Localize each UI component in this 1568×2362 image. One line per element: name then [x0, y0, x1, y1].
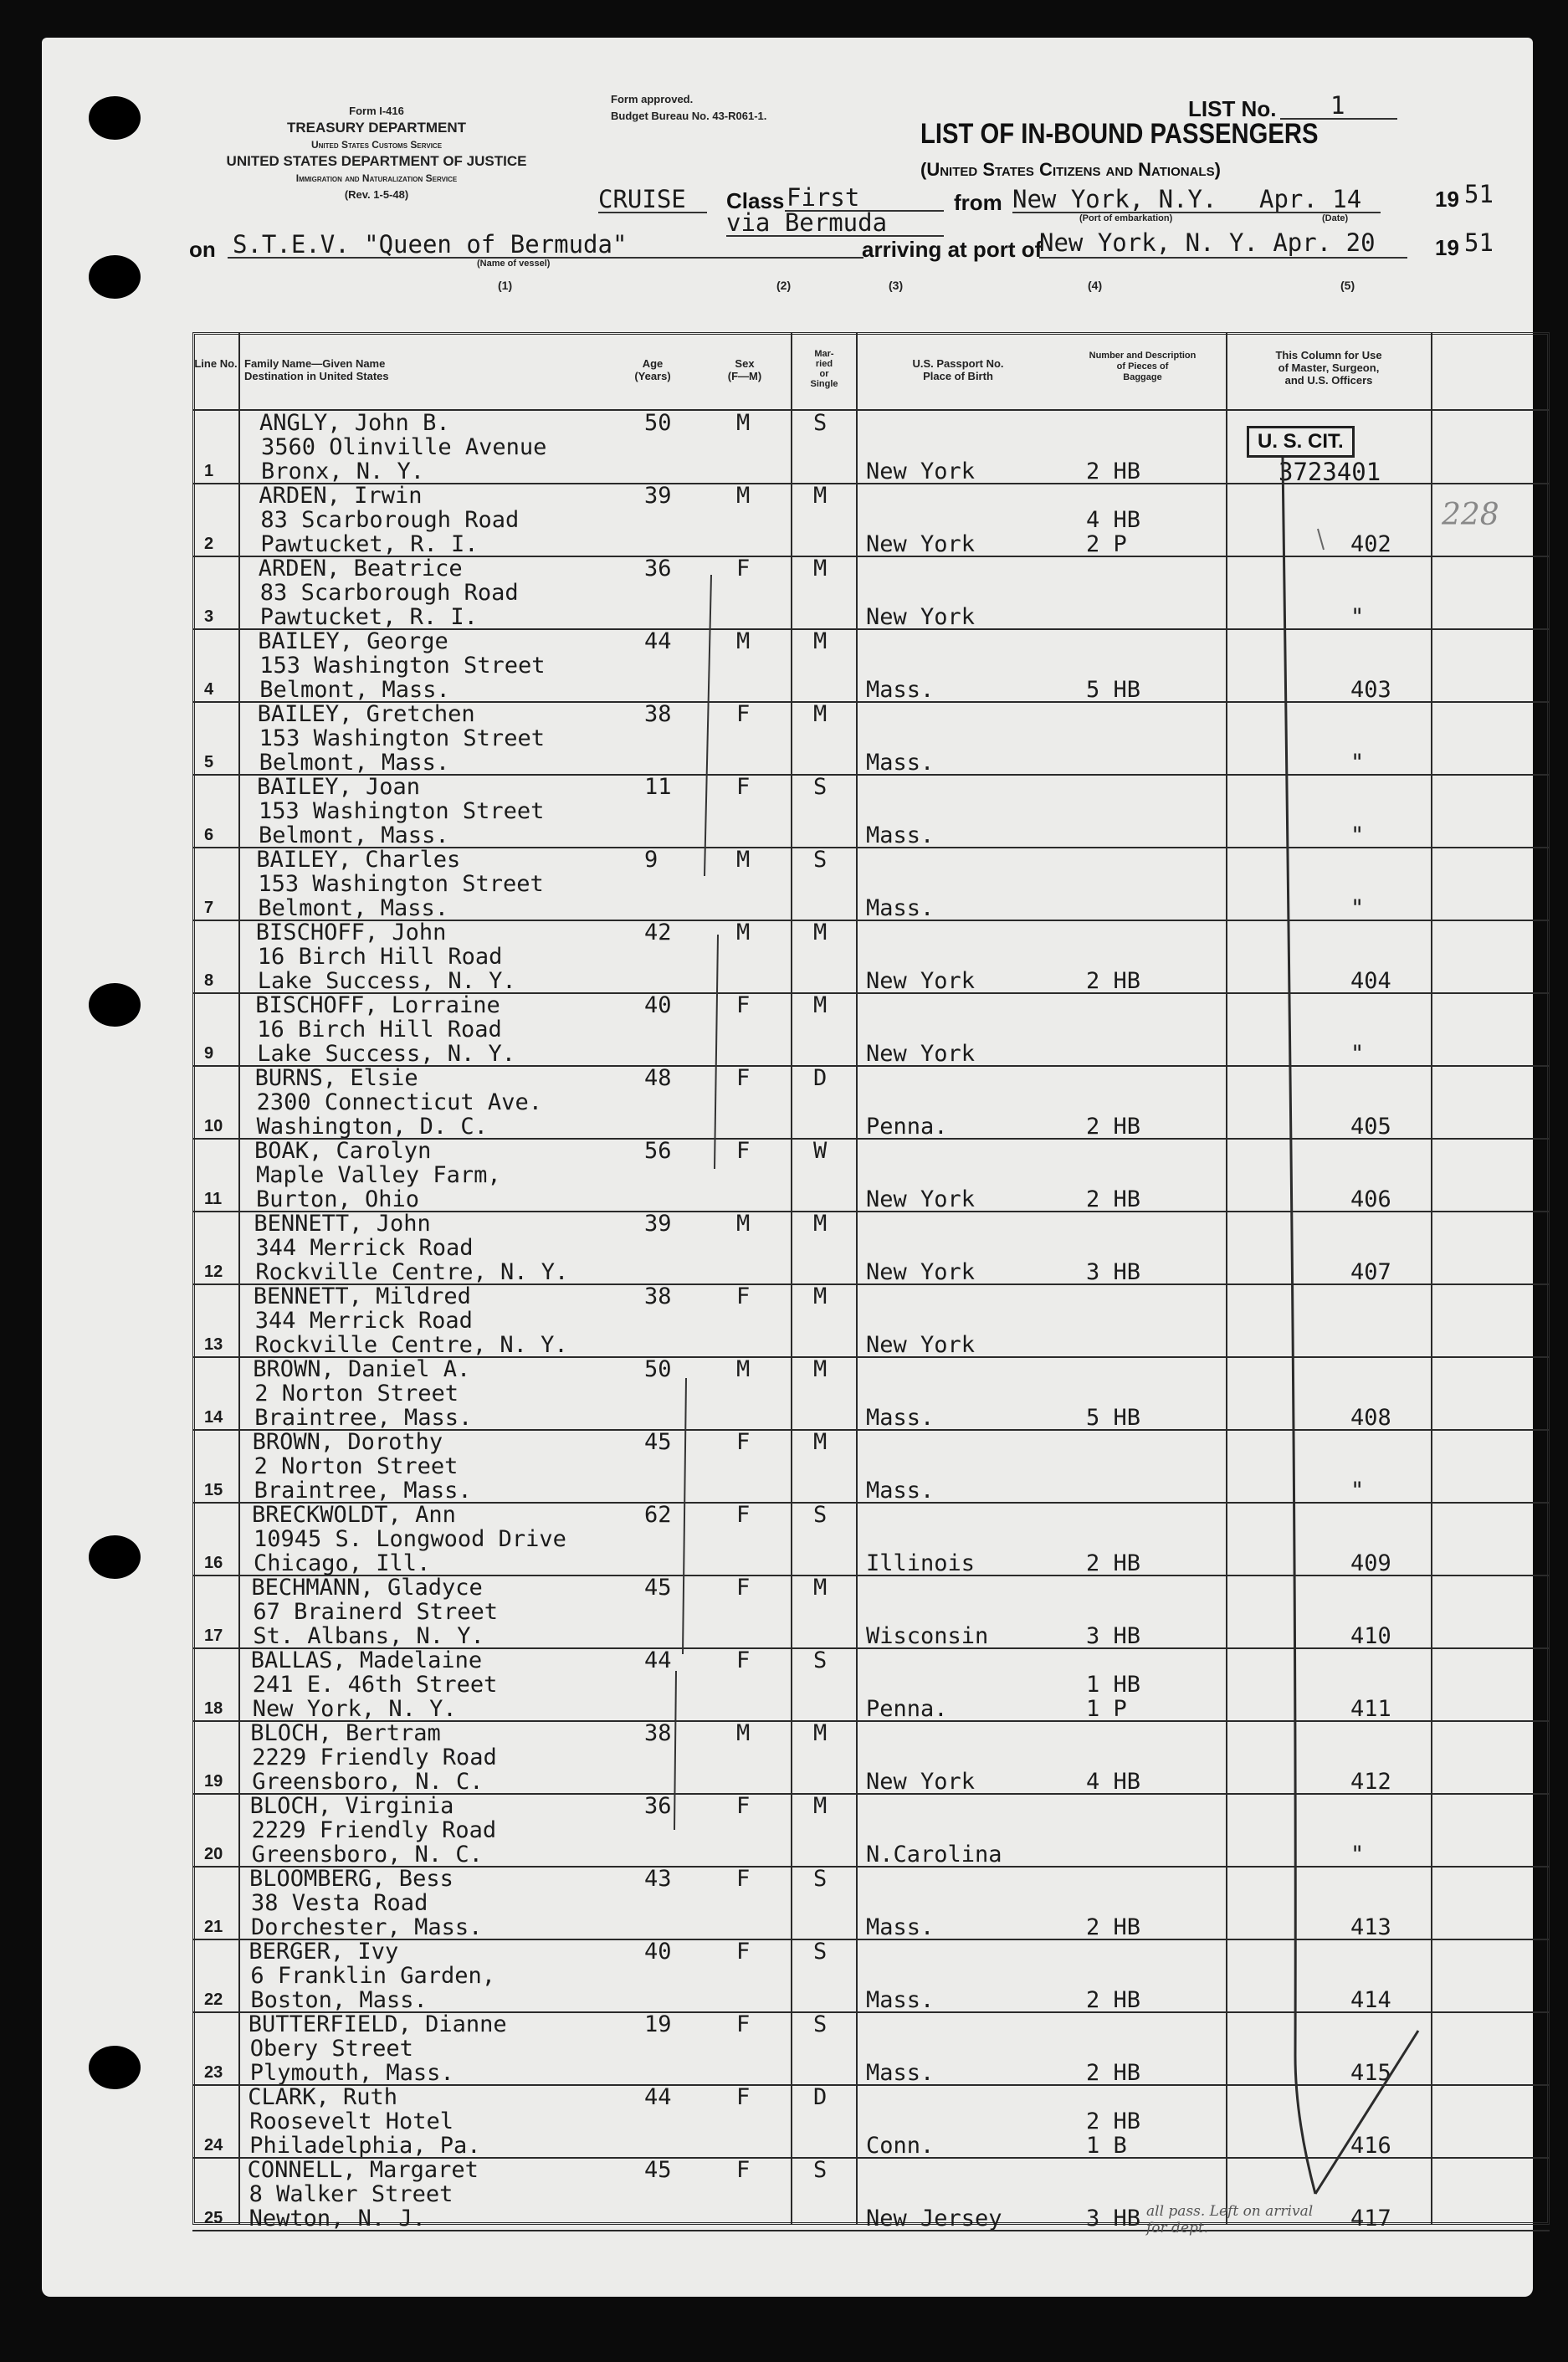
passenger-age: 44 — [644, 2084, 672, 2110]
passenger-address-2: Chicago, Ill. — [254, 1550, 431, 1576]
place-of-birth: N.Carolina — [866, 1842, 1002, 1868]
passenger-sex: F — [736, 1283, 751, 1309]
passenger-sex: F — [736, 1866, 751, 1892]
baggage-description: 3 HB — [1086, 1259, 1141, 1285]
place-of-birth: New York — [866, 1259, 976, 1285]
passenger-marital-status: D — [813, 2084, 828, 2110]
line-number: 7 — [204, 899, 214, 917]
passenger-name: ARDEN, Beatrice — [258, 556, 463, 582]
passenger-marital-status: M — [813, 1356, 828, 1382]
via-route: via Bermuda — [726, 208, 888, 237]
baggage-description: 1 HB — [1086, 1672, 1141, 1698]
passenger-address-1: 344 Merrick Road — [255, 1235, 474, 1261]
vessel-caption: (Name of vessel) — [477, 259, 551, 269]
certificate-number: 413 — [1350, 1914, 1391, 1940]
baggage-description: 5 HB — [1086, 1405, 1141, 1431]
baggage-description: 5 HB — [1086, 677, 1141, 703]
passenger-name: BENNETT, Mildred — [253, 1283, 471, 1309]
passenger-address-2: St. Albans, N. Y. — [253, 1623, 484, 1649]
passenger-age: 38 — [644, 1283, 672, 1309]
pencil-note-top: 228 — [1442, 498, 1499, 532]
passenger-marital-status: S — [813, 1502, 828, 1528]
passenger-address-1: Maple Valley Farm, — [256, 1162, 501, 1188]
passenger-name: BAILEY, George — [258, 628, 448, 654]
line-number: 3 — [204, 607, 214, 626]
passenger-marital-status: S — [813, 2157, 828, 2183]
document-page — [42, 38, 1533, 2297]
col-baggage: Number and Description of Pieces of Baggage — [1089, 351, 1196, 382]
passenger-marital-status: S — [813, 1939, 828, 1965]
passenger-sex: M — [736, 1211, 751, 1237]
passenger-marital-status: M — [813, 920, 828, 945]
certificate-number: " — [1350, 1478, 1365, 1504]
passenger-address-1: 10945 S. Longwood Drive — [254, 1526, 566, 1552]
justice-dept: UNITED STATES DEPARTMENT OF JUSTICE — [226, 153, 527, 169]
document-subtitle: (United States Citizens and Nationals) — [920, 159, 1221, 180]
passenger-address-1: 38 Vesta Road — [251, 1890, 428, 1916]
passenger-name: BROWN, Daniel A. — [253, 1356, 471, 1382]
col-num-5: (5) — [1340, 279, 1355, 292]
passenger-address-2: Braintree, Mass. — [254, 1405, 473, 1431]
passenger-sex: M — [736, 628, 751, 654]
passenger-name: BISCHOFF, John — [255, 920, 447, 945]
place-of-birth: Mass. — [866, 1478, 935, 1504]
list-no-label: LIST No. — [1188, 96, 1277, 121]
line-number: 14 — [204, 1408, 223, 1427]
passenger-sex: F — [736, 1502, 751, 1528]
baggage-description: 2 HB — [1086, 2108, 1141, 2134]
certificate-number: " — [1350, 1842, 1365, 1868]
passenger-address-1: 2229 Friendly Road — [252, 1745, 497, 1770]
place-of-birth: Penna. — [866, 1114, 948, 1140]
place-of-birth: Mass. — [866, 1405, 935, 1431]
certificate-number: 416 — [1350, 2133, 1391, 2159]
passenger-name: BROWN, Dorothy — [252, 1429, 443, 1455]
certificate-number: 417 — [1350, 2206, 1391, 2231]
passenger-address-2: Pawtucket, R. I. — [259, 604, 478, 630]
passenger-address-2: Belmont, Mass. — [258, 895, 448, 921]
form-approved: Form approved. — [611, 93, 694, 105]
passenger-age: 44 — [644, 628, 672, 654]
passenger-name: BUTTERFIELD, Dianne — [248, 2011, 507, 2037]
passenger-address-1: 83 Scarborough Road — [260, 507, 520, 533]
col-line-no: Line No. — [194, 357, 238, 370]
certificate-number: 410 — [1350, 1623, 1391, 1649]
punch-hole-2 — [89, 255, 141, 299]
passenger-age: 9 — [644, 847, 658, 873]
place-of-birth: New York — [866, 968, 976, 994]
col-married: Mar- ried or Single — [810, 349, 838, 389]
cruise-label: CRUISE — [598, 185, 686, 213]
class-value: First — [787, 183, 860, 212]
passenger-sex: F — [736, 556, 751, 582]
passenger-address-1: 344 Merrick Road — [254, 1308, 473, 1334]
col-age: Age (Years) — [634, 357, 671, 382]
baggage-description: 2 HB — [1086, 968, 1141, 994]
certificate-number: " — [1350, 750, 1365, 776]
passenger-name: BISCHOFF, Lorraine — [255, 992, 500, 1018]
line-number: 24 — [204, 2136, 223, 2154]
passenger-sex: F — [736, 1429, 751, 1455]
passenger-address-1: 2300 Connecticut Ave. — [256, 1089, 542, 1115]
passenger-sex: F — [736, 2011, 751, 2037]
arrival-year: 51 — [1464, 228, 1494, 257]
place-of-birth: New York — [866, 1186, 976, 1212]
passenger-address-1: 153 Washington Street — [259, 725, 545, 751]
line-number: 5 — [204, 753, 214, 771]
certificate-number: 411 — [1350, 1696, 1391, 1722]
passenger-name: BLOCH, Virginia — [249, 1793, 454, 1819]
class-label: Class — [726, 188, 785, 213]
passenger-name: BAILEY, Charles — [256, 847, 461, 873]
passenger-address-1: Roosevelt Hotel — [249, 2108, 454, 2134]
revision: (Rev. 1-5-48) — [344, 188, 409, 201]
passenger-address-1: 241 E. 46th Street — [252, 1672, 498, 1698]
certificate-number: 405 — [1350, 1114, 1391, 1140]
arr-year-prefix: 19 — [1435, 235, 1459, 260]
baggage-description: 2 HB — [1086, 1114, 1141, 1140]
passenger-name: ARDEN, Irwin — [259, 483, 423, 509]
line-number: 6 — [204, 826, 214, 844]
passenger-age: 40 — [644, 992, 672, 1018]
certificate-number: 403 — [1350, 677, 1391, 703]
passenger-name: BAILEY, Gretchen — [257, 701, 475, 727]
from-year: 51 — [1464, 180, 1494, 208]
passenger-sex: F — [736, 1939, 751, 1965]
passenger-age: 45 — [644, 1429, 672, 1455]
passenger-marital-status: S — [813, 1647, 828, 1673]
passenger-age: 42 — [644, 920, 672, 945]
col-num-4: (4) — [1088, 279, 1103, 292]
certificate-number: " — [1350, 895, 1365, 921]
place-of-birth: New York — [866, 1332, 976, 1358]
passenger-age: 50 — [644, 1356, 672, 1382]
baggage-description: 2 HB — [1086, 2060, 1141, 2086]
certificate-number: " — [1350, 822, 1365, 848]
col-num-2: (2) — [776, 279, 792, 292]
passenger-marital-status: M — [813, 701, 828, 727]
passenger-sex: F — [736, 2157, 751, 2183]
passenger-table — [192, 332, 1550, 2236]
passenger-sex: F — [736, 1793, 751, 1819]
passenger-name: BOAK, Carolyn — [254, 1138, 432, 1164]
passenger-name: BLOOMBERG, Bess — [249, 1866, 453, 1892]
passenger-sex: F — [736, 1065, 751, 1091]
passenger-address-2: Rockville Centre, N. Y. — [255, 1259, 569, 1285]
passenger-age: 50 — [644, 410, 672, 436]
baggage-description: 2 P — [1086, 531, 1127, 557]
passenger-age: 62 — [644, 1502, 672, 1528]
passenger-age: 48 — [644, 1065, 672, 1091]
passenger-sex: F — [736, 1647, 751, 1673]
passenger-sex: M — [736, 847, 751, 873]
passenger-age: 11 — [644, 774, 672, 800]
passenger-age: 36 — [644, 556, 672, 582]
passenger-marital-status: M — [813, 1720, 828, 1746]
line-number: 17 — [204, 1627, 223, 1645]
col-officers: This Column for Use of Master, Surgeon, and U.S. Officers — [1275, 349, 1382, 387]
passenger-age: 43 — [644, 1866, 672, 1892]
passenger-marital-status: S — [813, 2011, 828, 2037]
line-number: 1 — [204, 462, 214, 480]
passenger-age: 19 — [644, 2011, 672, 2037]
document-title: LIST OF IN-BOUND PASSENGERS — [920, 118, 1319, 150]
embarkation-date: Apr. 14 — [1259, 185, 1362, 213]
passenger-address-2: Philadelphia, Pa. — [249, 2133, 481, 2159]
line-number: 8 — [204, 971, 214, 990]
place-of-birth: Wisconsin — [866, 1623, 989, 1649]
passenger-sex: F — [736, 1138, 751, 1164]
line-number: 13 — [204, 1335, 223, 1354]
passenger-marital-status: S — [813, 410, 828, 436]
passenger-sex: M — [736, 483, 751, 509]
passenger-age: 38 — [644, 701, 672, 727]
passenger-address-2: Washington, D. C. — [256, 1114, 488, 1140]
baggage-description: 1 P — [1086, 1696, 1127, 1722]
pencil-bracket-lines — [192, 332, 1550, 2225]
passenger-marital-status: M — [813, 556, 828, 582]
arriving-label: arriving at port of — [862, 237, 1043, 262]
passenger-sex: M — [736, 1356, 751, 1382]
passenger-name: BURNS, Elsie — [254, 1065, 418, 1091]
baggage-description: 1 B — [1086, 2133, 1127, 2159]
passenger-address-2: Braintree, Mass. — [254, 1478, 472, 1504]
baggage-description: 2 HB — [1086, 1987, 1141, 2013]
passenger-name: BECHMANN, Gladyce — [251, 1575, 483, 1601]
ins-service: Immigration and Naturalization Service — [295, 172, 458, 184]
passenger-address-1: 8 Walker Street — [249, 2181, 453, 2207]
passenger-sex: F — [736, 1575, 751, 1601]
treasury-dept: TREASURY DEPARTMENT — [286, 120, 467, 136]
from-label: from — [954, 190, 1002, 215]
passenger-address-1: 2229 Friendly Road — [251, 1817, 497, 1843]
passenger-age: 45 — [644, 2157, 672, 2183]
list-no-value: 1 — [1330, 91, 1345, 120]
passenger-age: 45 — [644, 1575, 672, 1601]
place-of-birth: Mass. — [866, 677, 935, 703]
passenger-address-2: Belmont, Mass. — [259, 750, 450, 776]
passenger-marital-status: S — [813, 847, 828, 873]
certificate-number: 412 — [1350, 1769, 1391, 1795]
line-number: 23 — [204, 2063, 223, 2082]
passenger-sex: M — [736, 1720, 751, 1746]
passenger-address-2: Bronx, N. Y. — [261, 459, 425, 484]
us-citizen-stamp: U. S. CIT. — [1247, 426, 1355, 458]
passenger-address-2: Lake Success, N. Y. — [257, 968, 516, 994]
passenger-sex: F — [736, 774, 751, 800]
line-number: 22 — [204, 1991, 223, 2009]
place-of-birth: Conn. — [866, 2133, 935, 2159]
baggage-description: 4 HB — [1086, 507, 1141, 533]
passenger-marital-status: D — [813, 1065, 828, 1091]
certificate-number: 406 — [1350, 1186, 1391, 1212]
passenger-name: ANGLY, John B. — [259, 410, 450, 436]
line-number: 15 — [204, 1481, 223, 1499]
passenger-address-1: Obery Street — [249, 2036, 413, 2062]
line-number: 21 — [204, 1918, 223, 1936]
place-of-birth: Mass. — [866, 895, 935, 921]
line-number: 10 — [204, 1117, 223, 1135]
form-identification — [192, 103, 561, 203]
passenger-address-2: Burton, Ohio — [256, 1186, 420, 1212]
passenger-address-2: Boston, Mass. — [250, 1987, 428, 2013]
passenger-age: 38 — [644, 1720, 672, 1746]
punch-hole-3 — [89, 983, 141, 1027]
baggage-description: 3 HB — [1086, 1623, 1141, 1649]
passenger-address-1: 67 Brainerd Street — [253, 1599, 498, 1625]
budget-bureau: Budget Bureau No. 43-R061-1. — [611, 110, 767, 122]
certificate-number: " — [1350, 1041, 1365, 1067]
line-number: 2 — [204, 535, 214, 553]
passenger-address-1: 2 Norton Street — [254, 1381, 459, 1406]
place-of-birth: New York — [866, 459, 976, 484]
certificate-number: 414 — [1350, 1987, 1391, 2013]
passenger-marital-status: M — [813, 1793, 828, 1819]
passenger-address-1: 6 Franklin Garden, — [250, 1963, 495, 1989]
place-of-birth: Penna. — [866, 1696, 948, 1722]
place-of-birth: Mass. — [866, 750, 935, 776]
passenger-address-2: Belmont, Mass. — [259, 822, 449, 848]
passenger-address-1: 2 Norton Street — [254, 1453, 459, 1479]
line-number: 20 — [204, 1845, 223, 1863]
passenger-age: 39 — [644, 483, 672, 509]
baggage-description: 2 HB — [1086, 459, 1141, 484]
certificate-number: 404 — [1350, 968, 1391, 994]
passenger-marital-status: M — [813, 1283, 828, 1309]
passenger-address-2: Dorchester, Mass. — [251, 1914, 483, 1940]
place-of-birth: New York — [866, 1041, 976, 1067]
line-number: 18 — [204, 1699, 223, 1718]
passenger-marital-status: M — [813, 1429, 828, 1455]
certificate-number: 407 — [1350, 1259, 1391, 1285]
passenger-address-2: Plymouth, Mass. — [249, 2060, 454, 2086]
baggage-description: 3 HB — [1086, 2206, 1141, 2231]
passenger-marital-status: M — [813, 628, 828, 654]
passenger-name: BRECKWOLDT, Ann — [252, 1502, 456, 1528]
passenger-address-2: Belmont, Mass. — [259, 677, 450, 703]
date-caption: (Date) — [1322, 213, 1349, 223]
passenger-address-1: 16 Birch Hill Road — [257, 944, 503, 970]
certificate-number: 402 — [1350, 531, 1391, 557]
baggage-description: 2 HB — [1086, 1914, 1141, 1940]
line-number: 19 — [204, 1772, 223, 1791]
passenger-address-1: 153 Washington Street — [259, 653, 546, 679]
port-caption: (Port of embarkation) — [1079, 213, 1173, 223]
passenger-address-2: Pawtucket, R. I. — [260, 531, 479, 557]
line-number: 12 — [204, 1263, 223, 1281]
col-sex: Sex (F—M) — [727, 357, 762, 382]
line-number: 9 — [204, 1044, 214, 1063]
place-of-birth: Mass. — [866, 2060, 935, 2086]
certificate-number: 408 — [1350, 1405, 1391, 1431]
passenger-marital-status: M — [813, 1211, 828, 1237]
place-of-birth: Mass. — [866, 1987, 935, 2013]
certificate-number: " — [1350, 604, 1365, 630]
passenger-marital-status: W — [813, 1138, 828, 1164]
passenger-age: 44 — [644, 1647, 672, 1673]
passenger-address-2: New York, N. Y. — [252, 1696, 457, 1722]
first-certificate-no: 3723401 — [1278, 458, 1381, 486]
form-number: Form I-416 — [349, 105, 404, 117]
passenger-name: BAILEY, Joan — [257, 774, 421, 800]
passenger-address-1: 83 Scarborough Road — [259, 580, 519, 606]
vessel-name: S.T.E.V. "Queen of Bermuda" — [233, 230, 628, 259]
passenger-age: 39 — [644, 1211, 672, 1237]
place-of-birth: Mass. — [866, 1914, 935, 1940]
passenger-marital-status: S — [813, 1866, 828, 1892]
passenger-address-1: 3560 Olinville Avenue — [261, 434, 547, 460]
passenger-age: 40 — [644, 1939, 672, 1965]
baggage-description: 4 HB — [1086, 1769, 1141, 1795]
line-number: 16 — [204, 1554, 223, 1572]
passenger-address-1: 153 Washington Street — [259, 798, 545, 824]
passenger-name: BENNETT, John — [254, 1211, 431, 1237]
line-number: 11 — [204, 1190, 223, 1208]
arrival-port-date: New York, N. Y. Apr. 20 — [1039, 228, 1376, 257]
passenger-marital-status: M — [813, 992, 828, 1018]
from-year-prefix: 19 — [1435, 187, 1459, 212]
passenger-address-2: Newton, N. J. — [249, 2206, 426, 2231]
passenger-address-2: Greensboro, N. C. — [252, 1769, 484, 1795]
place-of-birth: New York — [866, 1769, 976, 1795]
line-number: 4 — [204, 680, 214, 699]
passenger-name: BERGER, Ivy — [249, 1939, 399, 1965]
col-name: Family Name—Given Name Destination in United States — [244, 357, 389, 382]
place-of-birth: New York — [866, 531, 976, 557]
passenger-marital-status: M — [813, 1575, 828, 1601]
place-of-birth: Illinois — [866, 1550, 976, 1576]
line-number: 25 — [204, 2209, 223, 2227]
passenger-address-1: 153 Washington Street — [258, 871, 544, 897]
passenger-sex: F — [736, 2084, 751, 2110]
col-num-1: (1) — [498, 279, 513, 292]
col-passport: U.S. Passport No. Place of Birth — [912, 357, 1004, 382]
passenger-name: BLOCH, Bertram — [250, 1720, 441, 1746]
passenger-address-1: 16 Birch Hill Road — [257, 1017, 502, 1043]
pencil-note-bottom: all pass. Left on arrival for dept. — [1146, 2203, 1314, 2236]
customs-service: United States Customs Service — [310, 139, 443, 151]
punch-hole-1 — [89, 96, 141, 140]
passenger-name: CLARK, Ruth — [248, 2084, 397, 2110]
place-of-birth: New Jersey — [866, 2206, 1002, 2231]
punch-hole-4 — [89, 1535, 141, 1579]
certificate-number: 415 — [1350, 2060, 1391, 2086]
certificate-number: 409 — [1350, 1550, 1391, 1576]
passenger-age: 56 — [644, 1138, 672, 1164]
passenger-marital-status: S — [813, 774, 828, 800]
passenger-address-2: Greensboro, N. C. — [251, 1842, 483, 1868]
passenger-name: BALLAS, Madelaine — [250, 1647, 483, 1673]
on-label: on — [189, 237, 216, 262]
embarkation-port: New York, N.Y. — [1012, 185, 1217, 213]
baggage-description: 2 HB — [1086, 1550, 1141, 1576]
punch-hole-5 — [89, 2046, 141, 2089]
baggage-description: 2 HB — [1086, 1186, 1141, 1212]
place-of-birth: Mass. — [866, 822, 935, 848]
passenger-sex: M — [736, 410, 751, 436]
passenger-sex: M — [736, 920, 751, 945]
passenger-address-2: Rockville Centre, N. Y. — [254, 1332, 568, 1358]
passenger-name: CONNELL, Margaret — [247, 2157, 479, 2183]
passenger-sex: F — [736, 992, 751, 1018]
col-num-3: (3) — [889, 279, 904, 292]
passenger-address-2: Lake Success, N. Y. — [257, 1041, 516, 1067]
place-of-birth: New York — [866, 604, 976, 630]
passenger-sex: F — [736, 701, 751, 727]
passenger-age: 36 — [644, 1793, 672, 1819]
passenger-marital-status: M — [813, 483, 828, 509]
